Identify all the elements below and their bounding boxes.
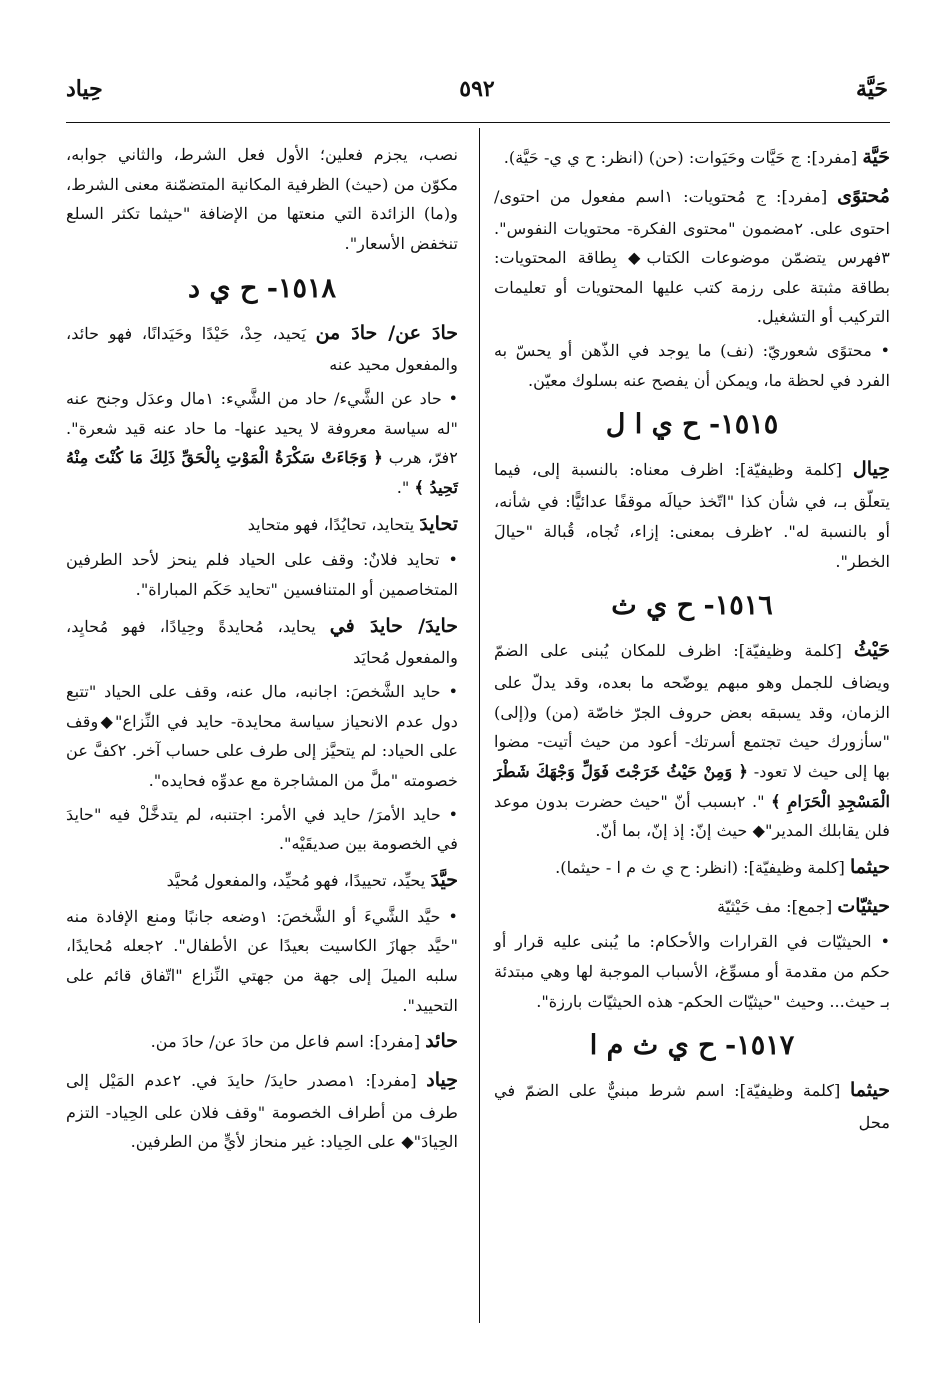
entry-tahayada	[66, 507, 458, 542]
root-heading-1518: ١٥١٨- ح ي د	[187, 272, 336, 304]
entry-text: [مفرد]: اسم فاعل من حادَ عن/ حادَ من.	[150, 1032, 426, 1052]
entry-haythiyyat	[494, 889, 890, 924]
quran-verse: ﴿ وَجَاءَتْ سَكْرَةُ الْمَوْتِ بِالْحَقِّ ذَلِكَ مَا كُنْتَ مِنْهُ تَحِيدُ ﴾	[66, 448, 458, 497]
entry-hayya	[494, 140, 890, 175]
page-header	[66, 76, 888, 116]
column-divider	[479, 128, 480, 1323]
entry-haythuma-ref	[494, 850, 890, 885]
entry-text: [كلمة وظيفيّة]: اظرف للمكان يُبنى على الضمّ ويضاف للجمل وهو مبهم يوضّحه ما بعده، وقد يدلّ على الزمان، وقد يسبقه بعض حروف الجرّ خاصّة (من) و(إلى) "سأزورك حيث تجتمع أسرتك- أعود من حيث أتيت- مضوا بها إلى حيث لا تعود-	[494, 641, 890, 781]
entry-continuation: نصب، يجزم فعلين؛ الأول فعل الشرط، والثاني جوابه، مكوّن من (حيث) الظرفية المكانية المتضمّنة معنى الشرط، و(ما) الزائدة التي منعتها من الإضافة "حيثما تكثر السلع تنخفض الأسعار".	[66, 145, 458, 253]
sub-entry: • محتوًى شعوريّ: (نف) ما يوجد في الذّهن أو يحسّ به الفرد في لحظة ما، ويمكن أن يفصح عنه بسلوك معيّن.	[494, 341, 890, 390]
headword: حيثيّات	[837, 894, 890, 917]
headword: حادَ عن/ حادَ من	[315, 321, 459, 344]
root-heading-1517: ١٥١٧- ح ي ث م ا	[589, 1030, 795, 1062]
header-divider	[66, 122, 890, 123]
entry-text: [كلمة وظيفيّة]: اسم شرط مبنيٌّ على الضمّ في محل	[494, 1081, 890, 1133]
entry-text: يحايد، مُحايدةً وحِيادًا، فهو مُحايِد، والمفعول مُحايَد	[66, 616, 458, 668]
headword: حايدَ/ حايدَ في	[329, 614, 458, 637]
headword: مُحتوًى	[837, 184, 890, 207]
entry-text: [كلمة وظيفيّة]: اظرف معناه: بالنسبة إلى، فيما يتعلّق بـ، في شأن كذا "اتّخذ حيالَه موقفًا عدائيًّا: في شأنه، أو بالنسبة له". ٢ظرف بمعنى: إزاء، تُجاه، قُبالة "حيالَ الخطر".	[494, 460, 891, 571]
entry-text: يتحايد، تحايُدًا، فهو متحايد	[247, 514, 420, 534]
headword: حيثما	[850, 855, 890, 878]
header-last-word: حِياد	[66, 76, 103, 102]
entry-haythu	[494, 633, 890, 846]
headword: حيَّدَ	[430, 868, 458, 891]
headword: حِيال	[852, 458, 890, 481]
sub-entry: • حيَّد الشَّيءَ أو الشَّخصَ: ١وضعه جانبًا ومنع الإفادة منه "حيَّد جهازَ الكاسيت بعيدًا عن الأطفال". ٢جعله مُحايدًا، سلبه الميلَ إلى جهة من جهتي النِّزاع "اتّفاق قائم على التحييد".	[66, 906, 458, 1015]
entry-hiyad	[66, 1063, 458, 1157]
sub-entry: • تحايد فلانٌ: وقف على الحياد فلم ينحز لأحد الطرفين المتخاصمين أو المتنافسين "تحايد حَكَم المباراة".	[66, 550, 458, 600]
entry-text: [مفرد]: ج مُحتويات: ١اسم مفعول من احتوى/ احتوى على. ٢مضمون "محتوى الفكرة- محتويات النفوس". ٣فهرس يتضمّن موضوعات الكتاب◆ بِطاقة المحتويات: بطاقة مثبتة على رزمة كتب عليها المحتويات أو تعليمات التركيب أو التشغيل.	[494, 186, 890, 327]
quran-verse: ﴿ وَمِنْ حَيْثُ خَرَجْتَ فَوَلِّ وَجْهَكَ شَطْرَ الْمَسْجِدِ الْحَرَامِ ﴾	[494, 761, 890, 811]
entry-text: [مفرد]: ١مصدر حايدَ/ حايدَ في. ٢عدم المَيْل إلى طرف من أطراف الخصومة "وقف فلان على الحِياد- التزم الحِيادَ"◆ على الحِياد: غير منحاز لأيٍّ من الطرفين.	[66, 1071, 458, 1152]
sub-entry: • حايد الأمرَ/ حايد في الأمر: اجتنبه، لم يتدخَّلْ فيه "حايدَ في الخصومة بين صديقَيْه".	[66, 804, 458, 854]
headword: تحايدَ	[419, 512, 458, 535]
entry-text: [مفرد]: ج حَيَّات وحَيَوات: (حن) (انظر: ح ي ي- حَيَّة).	[503, 148, 863, 167]
entry-muhtawa	[494, 179, 890, 332]
entry-hada	[66, 316, 458, 380]
root-heading-1516: ١٥١٦- ح ي ث	[611, 590, 773, 622]
entry-hiyal	[494, 452, 890, 576]
headword: حَيَّة	[862, 146, 890, 168]
entry-haythuma	[494, 1073, 890, 1137]
entry-hayyada	[66, 863, 458, 898]
sub-entry-tail: ".	[396, 477, 415, 497]
entry-text: [كلمة وظيفيّة]: (انظر: ح ي ث م ا - حيثما).	[555, 857, 850, 877]
entry-text: يحيِّد، تحييدًا، فهو مُحيِّد، والمفعول مُحيَّد	[166, 870, 431, 890]
headword: حِياد	[426, 1069, 458, 1092]
sub-entry: • حايد الشَّخصَ: اجانبه، مال عنه، وقف على الحياد "تتبع دول عدم الانحياز سياسة محايدة- حايد في النِّزاع"◆وقف على الحياد: لم يتحيَّز إلى طرف على حساب آخر. ٢كفَّ عن خصومته "ملَّ من المشاجرة مع عدوِّه فحايده".	[66, 682, 459, 790]
left-column	[66, 140, 458, 1161]
entry-ha-id	[66, 1024, 458, 1059]
entry-text: [جمع]: مف حَيْثيّة	[717, 896, 838, 916]
headword: حَيْثُ	[853, 639, 890, 662]
header-first-word: حَيَّة	[855, 76, 888, 102]
entry-hayada	[66, 609, 458, 673]
headword: حيثما	[850, 1079, 890, 1102]
entry-text: يَحيد، حِدْ، حَيْدًا وحَيَدانًا، فهو حائد، والمفعول محيد عنه	[66, 323, 458, 375]
page-number: ٥٩٢	[459, 76, 495, 102]
root-heading-1515: ١٥١٥- ح ي ا ل	[605, 409, 779, 441]
entry-text: ". ٢بسبب أنّ "حيث حضرت بدون موعد فلن يقابلك المدير"◆ حيث إنّ: إذ إنّ، بما أنّ.	[494, 791, 890, 841]
sub-entry: • الحيثيّات في القرارات والأحكام: ما يُبنى عليه قرار أو حكم من مقدمة أو مسوِّغ، الأسباب الموجبة لها وهي مبتدئة بـ حيث... وحيث "حيثيّات الحكم- هذه الحيثيّات بارزة".	[494, 932, 890, 1011]
right-column	[494, 140, 890, 1142]
headword: حائد	[425, 1030, 458, 1053]
sub-entry	[66, 384, 458, 503]
sub-entry-text: • حاد عن الشَّيء/ حاد من الشَّيء: ١مال وعدَل وجنح عنه "له سياسة معروفة لا يحيد عنها- ما حاد عنه قيد شعرة". ٢فرّ، هرب	[66, 389, 458, 468]
